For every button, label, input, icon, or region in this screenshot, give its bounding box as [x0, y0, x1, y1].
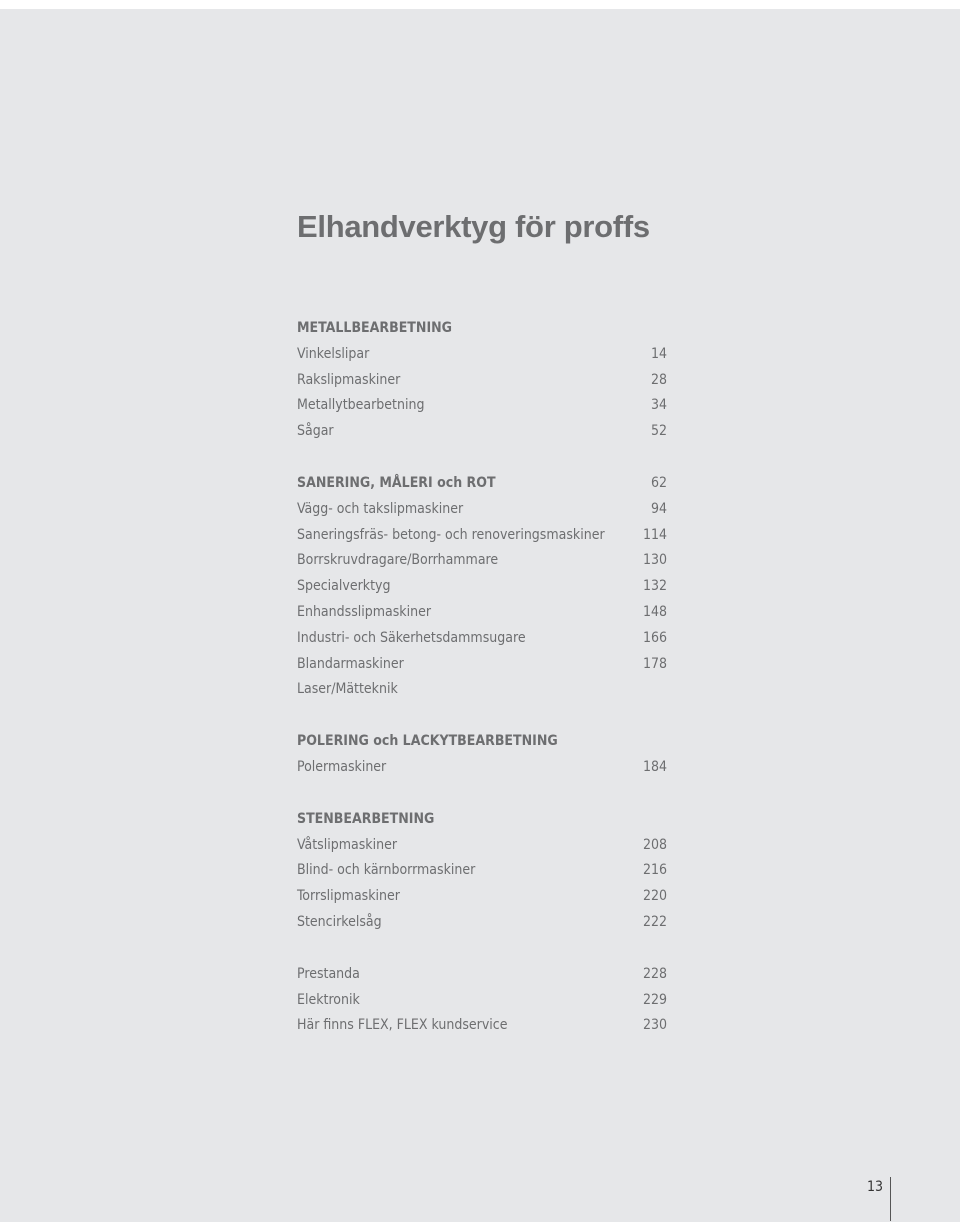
toc-entry: [297, 574, 667, 600]
toc-heading: STENBEARBETNING: [297, 810, 435, 827]
toc-entry-page: 130: [642, 552, 667, 569]
toc-section-sanering: [297, 471, 667, 703]
toc-heading-row: [297, 807, 667, 833]
toc-entry: [297, 368, 667, 394]
toc-entry-page: 184: [642, 758, 667, 775]
toc-entry-label: Specialverktyg: [297, 578, 391, 595]
toc-entry-page: 132: [642, 578, 667, 595]
toc-entry-page: 14: [650, 345, 667, 362]
table-of-contents: [297, 316, 667, 1065]
toc-entry-label: Saneringsfräs- betong- och renoveringsmaskiner: [297, 526, 605, 543]
toc-entry-page: 208: [642, 836, 667, 853]
toc-section-metallbearbetning: [297, 316, 667, 445]
toc-entry: [297, 884, 667, 910]
toc-entry: [297, 677, 667, 703]
toc-section-appendix: [297, 962, 667, 1039]
toc-entry-label: Sågar: [297, 423, 334, 440]
toc-entry: [297, 833, 667, 859]
toc-entry-label: Våtslipmaskiner: [297, 836, 397, 853]
toc-entry-page: 34: [650, 397, 667, 414]
toc-entry-page: 222: [642, 913, 667, 930]
toc-entry-label: Stencirkelsåg: [297, 913, 382, 930]
toc-entry: [297, 988, 667, 1014]
toc-entry: [297, 393, 667, 419]
toc-heading-page: 62: [650, 474, 667, 491]
toc-heading-row: [297, 316, 667, 342]
toc-entry: [297, 1013, 667, 1039]
toc-heading-row: [297, 729, 667, 755]
toc-entry-page: 94: [650, 500, 667, 517]
toc-entry-page: 28: [650, 371, 667, 388]
toc-entry: [297, 497, 667, 523]
toc-entry: [297, 652, 667, 678]
page-number: 13: [866, 1179, 883, 1195]
toc-entry-label: Rakslipmaskiner: [297, 371, 401, 388]
toc-entry-label: Torrslipmaskiner: [297, 888, 400, 905]
toc-entry-label: Metallytbearbetning: [297, 397, 425, 414]
toc-heading-row: [297, 471, 667, 497]
toc-entry: [297, 600, 667, 626]
toc-entry: [297, 419, 667, 445]
toc-section-stenbearbetning: [297, 807, 667, 936]
toc-entry-label: Blind- och kärnborrmaskiner: [297, 862, 476, 879]
toc-entry-label: Industri- och Säkerhetsdammsugare: [297, 629, 526, 646]
toc-entry-page: 178: [642, 655, 667, 672]
toc-entry-label: Elektronik: [297, 991, 360, 1008]
toc-entry-page: 52: [650, 423, 667, 440]
toc-heading: SANERING, MÅLERI och ROT: [297, 474, 496, 491]
toc-entry-label: Borrskruvdragare/Borrhammare: [297, 552, 499, 569]
toc-entry-label: Här finns FLEX, FLEX kundservice: [297, 1017, 508, 1034]
toc-entry: [297, 548, 667, 574]
toc-entry-page: 148: [642, 603, 667, 620]
toc-entry-page: 230: [642, 1017, 667, 1034]
toc-entry-label: Blandarmaskiner: [297, 655, 404, 672]
document-page: [0, 9, 960, 1222]
toc-entry: [297, 755, 667, 781]
toc-entry-label: Vägg- och takslipmaskiner: [297, 500, 464, 517]
toc-entry-label: Enhandsslipmaskiner: [297, 603, 432, 620]
toc-entry-label: Laser/Mätteknik: [297, 681, 398, 698]
toc-entry-page: 216: [642, 862, 667, 879]
page-title: Elhandverktyg för proffs: [297, 209, 650, 244]
toc-entry-page: 229: [642, 991, 667, 1008]
toc-entry: [297, 523, 667, 549]
toc-entry-label: Vinkelslipar: [297, 345, 370, 362]
toc-entry: [297, 962, 667, 988]
toc-entry: [297, 858, 667, 884]
toc-entry: [297, 342, 667, 368]
toc-entry-label: Polermaskiner: [297, 758, 387, 775]
toc-heading: POLERING och LACKYTBEARBETNING: [297, 733, 558, 750]
toc-entry-page: 228: [642, 965, 667, 982]
toc-entry-page: 166: [642, 629, 667, 646]
page-number-rule: [890, 1177, 891, 1221]
toc-entry-page: 220: [642, 888, 667, 905]
toc-entry: [297, 626, 667, 652]
toc-entry: [297, 910, 667, 936]
toc-entry-label: Prestanda: [297, 965, 360, 982]
toc-entry-page: 114: [642, 526, 667, 543]
toc-heading: METALLBEARBETNING: [297, 320, 452, 336]
toc-section-polering: [297, 729, 667, 781]
